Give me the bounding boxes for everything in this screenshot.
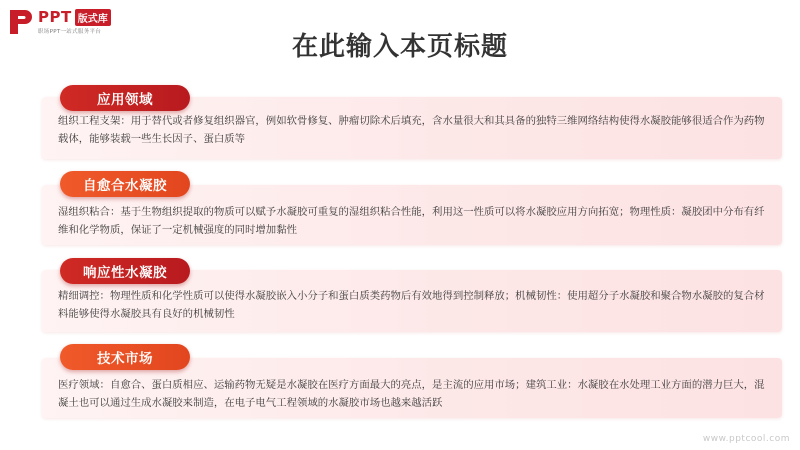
section-heading-pill[interactable]: 响应性水凝胶	[60, 258, 190, 284]
section-applications	[42, 85, 782, 159]
section-heading-pill[interactable]: 技术市场	[60, 344, 190, 370]
page-title[interactable]: 在此输入本页标题	[291, 32, 508, 62]
section-self-healing	[42, 171, 782, 245]
logo-tagline: 职场PPT一站式服务平台	[38, 29, 102, 35]
section-text[interactable]: 医疗领域：自愈合、蛋白质相应、运输药物无疑是水凝胶在医疗方面最大的亮点，是主流的应用市场；建筑工业：水凝胶在水处理工业方面的潜力巨大，混凝土也可以通过生成水凝胶来制造，在电子电气工程领域的水凝胶市场也越来越活跃	[58, 379, 765, 409]
section-heading-pill[interactable]: 自愈合水凝胶	[60, 171, 190, 197]
section-text[interactable]: 组织工程支架：用于替代或者修复组织器官，例如软骨修复、肿瘤切除术后填充，含水量很大和其具备的独特三维网络结构使得水凝胶能够很适合作为药物载体，能够装载一些生长因子、蛋白质等	[58, 115, 765, 145]
logo-badge: 版式库	[75, 9, 111, 26]
watermark: www.pptcool.com	[702, 434, 790, 444]
logo-name: PPT	[38, 8, 72, 26]
section-text[interactable]: 湿组织粘合：基于生物组织提取的物质可以赋予水凝胶可重复的湿组织粘合性能，利用这一性质可以将水凝胶应用方向拓宽；物理性质：凝胶团中分布有纤维和化学物质，保证了一定机械强度的同时增加黏性	[58, 206, 765, 236]
section-text[interactable]: 精细调控：物理性质和化学性质可以使得水凝胶嵌入小分子和蛋白质类药物后有效地得到控制释放；机械韧性：使用超分子水凝胶和聚合物水凝胶的复合材料能够使得水凝胶具有良好的机械韧性	[58, 290, 765, 320]
section-market	[42, 344, 782, 418]
section-responsive	[42, 258, 782, 332]
section-heading-pill[interactable]: 应用领域	[60, 85, 190, 111]
